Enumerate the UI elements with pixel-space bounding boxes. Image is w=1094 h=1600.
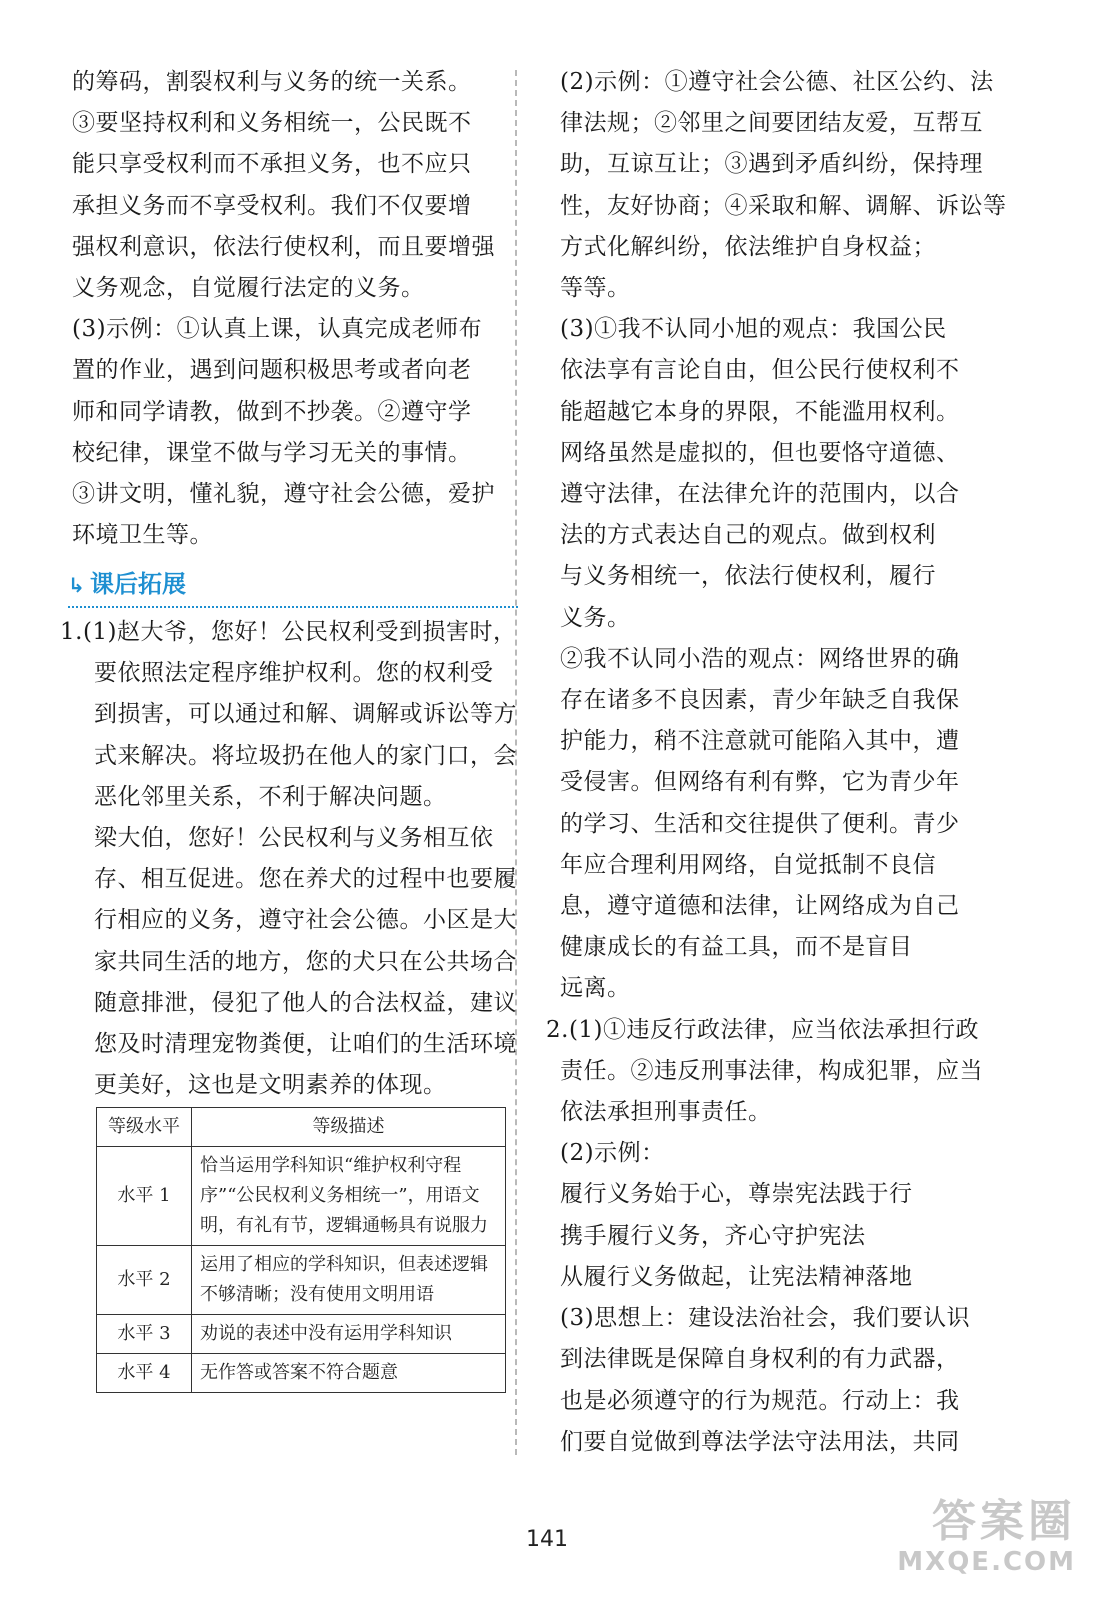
description-cell: 恰当运用学科知识“维护权利守程序”“公民权利义务相统一”，用语文明，有礼有节，逻辑通畅具有说服力: [192, 1147, 506, 1246]
text-line: 义务。: [560, 604, 631, 631]
watermark-url: MXQE.COM: [897, 1547, 1076, 1577]
table-row: [97, 1147, 506, 1246]
text-line: 到损害，可以通过和解、调解或诉讼等方: [94, 701, 517, 728]
text-line: 等等。: [560, 275, 631, 302]
text-line: 行相应的义务，遵守社会公德。小区是大: [94, 907, 517, 934]
watermark-text: 答案圈: [932, 1496, 1076, 1547]
level-cell: 水平 1: [97, 1147, 192, 1246]
text-line: 义务观念，自觉履行法定的义务。: [72, 275, 425, 302]
text-line: 师和同学请教，做到不抄袭。②遵守学: [72, 398, 472, 425]
table-row: [97, 1246, 506, 1315]
text-line: 与义务相统一，依法行使权利，履行: [560, 563, 936, 590]
page-number: 141: [526, 1527, 568, 1552]
right-column: [546, 62, 1007, 1463]
text-line: 们要自觉做到尊法学法守法用法，共同: [560, 1428, 960, 1455]
text-line: 您及时清理宠物粪便，让咱们的生活环境: [94, 1031, 517, 1058]
text-line: ③讲文明，懂礼貌，遵守社会公德，爱护: [72, 481, 495, 508]
section-heading: [68, 564, 518, 604]
level-cell: 水平 3: [97, 1315, 192, 1354]
text-line: 法的方式表达自己的观点。做到权利: [560, 522, 936, 549]
level-table: [96, 1107, 506, 1393]
table-header-cell: 等级描述: [192, 1108, 506, 1147]
text-line: 随意排泄，侵犯了他人的合法权益，建议: [94, 989, 517, 1016]
section-title: 课后拓展: [90, 570, 186, 598]
text-line: (3)①我不认同小旭的观点：我国公民: [560, 316, 947, 343]
description-cell: 劝说的表述中没有运用学科知识: [192, 1315, 506, 1354]
text-line: 1.(1)赵大爷，您好！公民权利受到损害时，: [60, 619, 517, 645]
level-cell: 水平 2: [97, 1246, 192, 1315]
text-line: 网络虽然是虚拟的，但也要恪守道德、: [560, 439, 960, 466]
text-line: 责任。②违反刑事法律，构成犯罪，应当: [560, 1057, 983, 1084]
left-column-top: [72, 62, 512, 556]
text-line: (2)示例：①遵守社会公德、社区公约、法: [560, 69, 994, 95]
text-line: 从履行义务做起，让宪法精神落地: [560, 1263, 913, 1290]
text-line: 受侵害。但网络有利有弊，它为青少年: [560, 769, 960, 796]
text-line: 强权利意识，依法行使权利，而且要增强: [72, 233, 495, 260]
section-marker-icon: ↳: [68, 573, 85, 597]
text-line: ③要坚持权利和义务相统一，公民既不: [72, 110, 472, 137]
text-line: 校纪律，课堂不做与学习无关的事情。: [72, 439, 472, 466]
text-line: 律法规；②邻里之间要团结友爱，互帮互: [560, 110, 983, 137]
text-line: 也是必须遵守的行为规范。行动上：我: [560, 1387, 960, 1414]
table-row: [97, 1354, 506, 1393]
text-line: 远离。: [560, 975, 631, 1002]
text-line: 更美好，这也是文明素养的体现。: [94, 1072, 447, 1099]
text-line: (3)思想上：建设法治社会，我们要认识: [560, 1305, 971, 1332]
text-line: 到法律既是保障自身权利的有力武器，: [560, 1346, 960, 1373]
description-cell: 无作答或答案不符合题意: [192, 1354, 506, 1393]
text-line: 的筹码，割裂权利与义务的统一关系。: [72, 69, 472, 95]
text-line: 梁大伯，您好！公民权利与义务相互依: [94, 825, 494, 852]
text-line: 环境卫生等。: [72, 522, 213, 549]
text-line: 存、相互促进。您在养犬的过程中也要履: [94, 866, 517, 893]
table-header-row: [97, 1108, 506, 1147]
text-line: 依法享有言论自由，但公民行使权利不: [560, 357, 960, 384]
text-line: 遵守法律，在法律允许的范围内，以合: [560, 481, 960, 508]
text-line: 承担义务而不享受权利。我们不仅要增: [72, 192, 472, 219]
text-line: 式来解决。将垃圾扔在他人的家门口，会: [94, 742, 517, 769]
text-line: 息，遵守道德和法律，让网络成为自己: [560, 893, 960, 920]
level-cell: 水平 4: [97, 1354, 192, 1393]
table-header-cell: 等级水平: [97, 1108, 192, 1147]
text-line: 方式化解纠纷，依法维护自身权益；: [560, 233, 936, 260]
watermark-logo: [856, 1496, 1076, 1586]
text-line: 携手履行义务，齐心守护宪法: [560, 1222, 866, 1249]
section-rule: [68, 606, 518, 608]
text-line: 护能力，稍不注意就可能陷入其中，遭: [560, 728, 960, 755]
text-line: (3)示例：①认真上课，认真完成老师布: [72, 316, 483, 343]
text-line: 依法承担刑事责任。: [560, 1099, 772, 1126]
text-line: 家共同生活的地方，您的犬只在公共场合: [94, 948, 517, 975]
text-line: (2)示例：: [560, 1140, 665, 1167]
text-line: 年应合理利用网络，自觉抵制不良信: [560, 851, 936, 878]
text-line: 助，互谅互让；③遇到矛盾纠纷，保持理: [560, 151, 983, 178]
table-row: [97, 1315, 506, 1354]
text-line: 健康成长的有益工具，而不是盲目: [560, 934, 913, 961]
text-line: ②我不认同小浩的观点：网络世界的确: [560, 645, 960, 672]
description-cell: 运用了相应的学科知识，但表述逻辑不够清晰；没有使用文明用语: [192, 1246, 506, 1315]
text-line: 能只享受权利而不承担义务，也不应只: [72, 151, 472, 178]
text-line: 要依照法定程序维护权利。您的权利受: [94, 660, 494, 687]
text-line: 恶化邻里关系，不利于解决问题。: [94, 783, 447, 810]
text-line: 存在诸多不良因素，青少年缺乏自我保: [560, 687, 960, 714]
text-line: 性，友好协商；④采取和解、调解、诉讼等: [560, 192, 1007, 219]
text-line: 的学习、生活和交往提供了便利。青少: [560, 810, 960, 837]
left-column-item1: [60, 612, 517, 1106]
text-line: 履行义务始于心，尊崇宪法践于行: [560, 1181, 913, 1208]
text-line: 置的作业，遇到问题积极思考或者向老: [72, 357, 472, 384]
text-line: 能超越它本身的界限，不能滥用权利。: [560, 398, 960, 425]
text-line: 2.(1)①违反行政法律，应当依法承担行政: [546, 1016, 980, 1043]
